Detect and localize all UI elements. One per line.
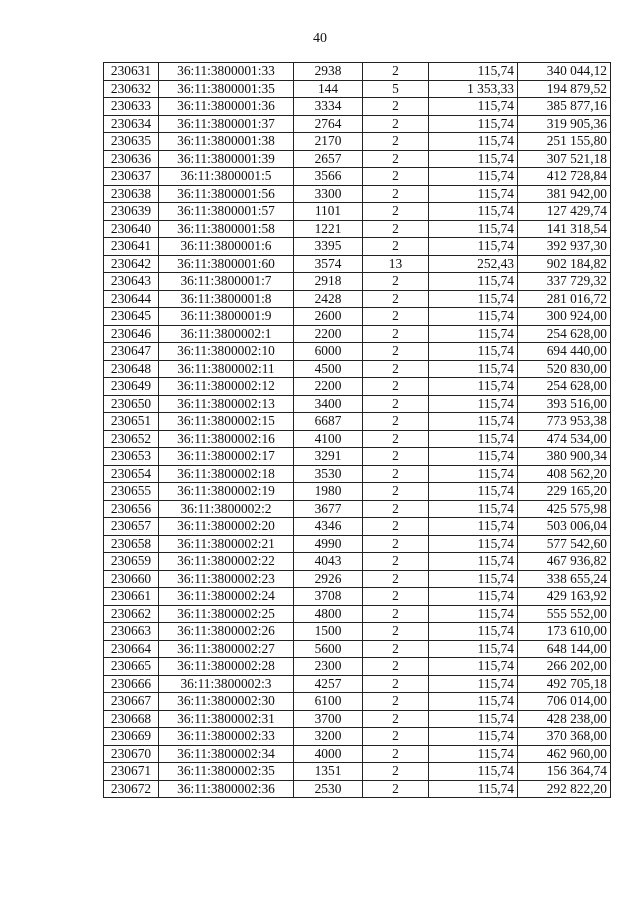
table-row bbox=[104, 430, 611, 448]
area-cell: 2926 bbox=[294, 570, 363, 588]
cadastral-number-cell: 36:11:3800001:60 bbox=[159, 255, 294, 273]
group-cell: 2 bbox=[363, 640, 429, 658]
cadastral-number-cell: 36:11:3800001:6 bbox=[159, 238, 294, 256]
group-cell: 2 bbox=[363, 413, 429, 431]
cadastral-value-cell: 706 014,00 bbox=[518, 693, 611, 711]
row-number-cell: 230668 bbox=[104, 710, 159, 728]
specific-value-cell: 115,74 bbox=[429, 640, 518, 658]
table-row bbox=[104, 360, 611, 378]
table-row bbox=[104, 763, 611, 781]
group-cell: 2 bbox=[363, 763, 429, 781]
area-cell: 3291 bbox=[294, 448, 363, 466]
table-body bbox=[104, 63, 611, 798]
row-number-cell: 230657 bbox=[104, 518, 159, 536]
cadastral-number-cell: 36:11:3800002:3 bbox=[159, 675, 294, 693]
specific-value-cell: 115,74 bbox=[429, 168, 518, 186]
row-number-cell: 230635 bbox=[104, 133, 159, 151]
specific-value-cell: 115,74 bbox=[429, 535, 518, 553]
specific-value-cell: 115,74 bbox=[429, 570, 518, 588]
group-cell: 2 bbox=[363, 675, 429, 693]
cadastral-value-cell: 773 953,38 bbox=[518, 413, 611, 431]
table-row bbox=[104, 728, 611, 746]
area-cell: 3700 bbox=[294, 710, 363, 728]
row-number-cell: 230664 bbox=[104, 640, 159, 658]
cadastral-number-cell: 36:11:3800002:35 bbox=[159, 763, 294, 781]
specific-value-cell: 115,74 bbox=[429, 413, 518, 431]
table-row bbox=[104, 395, 611, 413]
cadastral-value-cell: 127 429,74 bbox=[518, 203, 611, 221]
cadastral-value-cell: 173 610,00 bbox=[518, 623, 611, 641]
cadastral-number-cell: 36:11:3800002:20 bbox=[159, 518, 294, 536]
cadastral-value-cell: 474 534,00 bbox=[518, 430, 611, 448]
group-cell: 2 bbox=[363, 588, 429, 606]
group-cell: 2 bbox=[363, 150, 429, 168]
area-cell: 6687 bbox=[294, 413, 363, 431]
row-number-cell: 230672 bbox=[104, 780, 159, 798]
row-number-cell: 230662 bbox=[104, 605, 159, 623]
cadastral-number-cell: 36:11:3800002:15 bbox=[159, 413, 294, 431]
cadastral-number-cell: 36:11:3800002:27 bbox=[159, 640, 294, 658]
cadastral-value-cell: 156 364,74 bbox=[518, 763, 611, 781]
specific-value-cell: 115,74 bbox=[429, 133, 518, 151]
area-cell: 4990 bbox=[294, 535, 363, 553]
table-row bbox=[104, 115, 611, 133]
row-number-cell: 230631 bbox=[104, 63, 159, 81]
cadastral-number-cell: 36:11:3800001:33 bbox=[159, 63, 294, 81]
specific-value-cell: 115,74 bbox=[429, 728, 518, 746]
cadastral-number-cell: 36:11:3800001:9 bbox=[159, 308, 294, 326]
cadastral-value-cell: 251 155,80 bbox=[518, 133, 611, 151]
row-number-cell: 230670 bbox=[104, 745, 159, 763]
cadastral-number-cell: 36:11:3800001:57 bbox=[159, 203, 294, 221]
cadastral-number-cell: 36:11:3800002:33 bbox=[159, 728, 294, 746]
group-cell: 2 bbox=[363, 658, 429, 676]
cadastral-number-cell: 36:11:3800002:21 bbox=[159, 535, 294, 553]
table-row bbox=[104, 308, 611, 326]
area-cell: 2764 bbox=[294, 115, 363, 133]
cadastral-number-cell: 36:11:3800002:2 bbox=[159, 500, 294, 518]
row-number-cell: 230652 bbox=[104, 430, 159, 448]
cadastral-value-cell: 292 822,20 bbox=[518, 780, 611, 798]
cadastral-number-cell: 36:11:3800002:12 bbox=[159, 378, 294, 396]
group-cell: 2 bbox=[363, 745, 429, 763]
table-row bbox=[104, 273, 611, 291]
area-cell: 1351 bbox=[294, 763, 363, 781]
specific-value-cell: 115,74 bbox=[429, 185, 518, 203]
specific-value-cell: 115,74 bbox=[429, 290, 518, 308]
table-row bbox=[104, 588, 611, 606]
specific-value-cell: 115,74 bbox=[429, 395, 518, 413]
cadastral-value-cell: 393 516,00 bbox=[518, 395, 611, 413]
specific-value-cell: 115,74 bbox=[429, 448, 518, 466]
table-row bbox=[104, 150, 611, 168]
area-cell: 3566 bbox=[294, 168, 363, 186]
area-cell: 2600 bbox=[294, 308, 363, 326]
specific-value-cell: 115,74 bbox=[429, 553, 518, 571]
cadastral-value-cell: 425 575,98 bbox=[518, 500, 611, 518]
row-number-cell: 230646 bbox=[104, 325, 159, 343]
specific-value-cell: 115,74 bbox=[429, 63, 518, 81]
cadastral-value-cell: 503 006,04 bbox=[518, 518, 611, 536]
cadastral-number-cell: 36:11:3800002:24 bbox=[159, 588, 294, 606]
table-row bbox=[104, 80, 611, 98]
group-cell: 2 bbox=[363, 378, 429, 396]
row-number-cell: 230654 bbox=[104, 465, 159, 483]
area-cell: 2938 bbox=[294, 63, 363, 81]
row-number-cell: 230658 bbox=[104, 535, 159, 553]
area-cell: 3708 bbox=[294, 588, 363, 606]
group-cell: 2 bbox=[363, 308, 429, 326]
area-cell: 3334 bbox=[294, 98, 363, 116]
cadastral-value-cell: 428 238,00 bbox=[518, 710, 611, 728]
cadastral-number-cell: 36:11:3800002:36 bbox=[159, 780, 294, 798]
cadastral-value-cell: 380 900,34 bbox=[518, 448, 611, 466]
area-cell: 1980 bbox=[294, 483, 363, 501]
row-number-cell: 230632 bbox=[104, 80, 159, 98]
row-number-cell: 230660 bbox=[104, 570, 159, 588]
area-cell: 2918 bbox=[294, 273, 363, 291]
specific-value-cell: 115,74 bbox=[429, 360, 518, 378]
table-row bbox=[104, 745, 611, 763]
row-number-cell: 230636 bbox=[104, 150, 159, 168]
cadastral-value-cell: 337 729,32 bbox=[518, 273, 611, 291]
cadastral-value-cell: 694 440,00 bbox=[518, 343, 611, 361]
table-row bbox=[104, 203, 611, 221]
table-row bbox=[104, 500, 611, 518]
group-cell: 2 bbox=[363, 500, 429, 518]
group-cell: 2 bbox=[363, 483, 429, 501]
area-cell: 5600 bbox=[294, 640, 363, 658]
cadastral-number-cell: 36:11:3800001:38 bbox=[159, 133, 294, 151]
specific-value-cell: 115,74 bbox=[429, 675, 518, 693]
specific-value-cell: 115,74 bbox=[429, 745, 518, 763]
area-cell: 1101 bbox=[294, 203, 363, 221]
row-number-cell: 230655 bbox=[104, 483, 159, 501]
cadastral-number-cell: 36:11:3800002:30 bbox=[159, 693, 294, 711]
cadastral-number-cell: 36:11:3800001:56 bbox=[159, 185, 294, 203]
group-cell: 5 bbox=[363, 80, 429, 98]
specific-value-cell: 115,74 bbox=[429, 273, 518, 291]
cadastral-value-cell: 577 542,60 bbox=[518, 535, 611, 553]
area-cell: 144 bbox=[294, 80, 363, 98]
group-cell: 2 bbox=[363, 115, 429, 133]
cadastral-value-cell: 412 728,84 bbox=[518, 168, 611, 186]
specific-value-cell: 115,74 bbox=[429, 203, 518, 221]
area-cell: 2170 bbox=[294, 133, 363, 151]
row-number-cell: 230641 bbox=[104, 238, 159, 256]
row-number-cell: 230669 bbox=[104, 728, 159, 746]
table-row bbox=[104, 780, 611, 798]
cadastral-value-cell: 392 937,30 bbox=[518, 238, 611, 256]
specific-value-cell: 115,74 bbox=[429, 518, 518, 536]
specific-value-cell: 252,43 bbox=[429, 255, 518, 273]
table-row bbox=[104, 168, 611, 186]
cadastral-number-cell: 36:11:3800002:31 bbox=[159, 710, 294, 728]
group-cell: 2 bbox=[363, 553, 429, 571]
cadastral-number-cell: 36:11:3800001:36 bbox=[159, 98, 294, 116]
table-row bbox=[104, 185, 611, 203]
row-number-cell: 230661 bbox=[104, 588, 159, 606]
cadastral-number-cell: 36:11:3800001:39 bbox=[159, 150, 294, 168]
group-cell: 2 bbox=[363, 238, 429, 256]
area-cell: 4000 bbox=[294, 745, 363, 763]
specific-value-cell: 115,74 bbox=[429, 308, 518, 326]
cadastral-value-cell: 254 628,00 bbox=[518, 325, 611, 343]
cadastral-number-cell: 36:11:3800002:18 bbox=[159, 465, 294, 483]
group-cell: 2 bbox=[363, 710, 429, 728]
cadastral-value-cell: 520 830,00 bbox=[518, 360, 611, 378]
row-number-cell: 230653 bbox=[104, 448, 159, 466]
cadastral-value-cell: 902 184,82 bbox=[518, 255, 611, 273]
table-row bbox=[104, 133, 611, 151]
area-cell: 4257 bbox=[294, 675, 363, 693]
area-cell: 4346 bbox=[294, 518, 363, 536]
row-number-cell: 230647 bbox=[104, 343, 159, 361]
group-cell: 2 bbox=[363, 220, 429, 238]
table-row bbox=[104, 325, 611, 343]
group-cell: 2 bbox=[363, 98, 429, 116]
area-cell: 2530 bbox=[294, 780, 363, 798]
row-number-cell: 230648 bbox=[104, 360, 159, 378]
specific-value-cell: 115,74 bbox=[429, 605, 518, 623]
group-cell: 2 bbox=[363, 535, 429, 553]
cadastral-value-cell: 462 960,00 bbox=[518, 745, 611, 763]
cadastral-number-cell: 36:11:3800002:26 bbox=[159, 623, 294, 641]
group-cell: 2 bbox=[363, 168, 429, 186]
area-cell: 1221 bbox=[294, 220, 363, 238]
area-cell: 2428 bbox=[294, 290, 363, 308]
row-number-cell: 230645 bbox=[104, 308, 159, 326]
specific-value-cell: 115,74 bbox=[429, 98, 518, 116]
table-row bbox=[104, 465, 611, 483]
group-cell: 2 bbox=[363, 360, 429, 378]
group-cell: 2 bbox=[363, 465, 429, 483]
table-row bbox=[104, 98, 611, 116]
table-row bbox=[104, 378, 611, 396]
area-cell: 3400 bbox=[294, 395, 363, 413]
group-cell: 2 bbox=[363, 780, 429, 798]
row-number-cell: 230650 bbox=[104, 395, 159, 413]
area-cell: 3574 bbox=[294, 255, 363, 273]
specific-value-cell: 115,74 bbox=[429, 588, 518, 606]
specific-value-cell: 115,74 bbox=[429, 658, 518, 676]
specific-value-cell: 115,74 bbox=[429, 325, 518, 343]
cadastral-value-cell: 381 942,00 bbox=[518, 185, 611, 203]
table-row bbox=[104, 710, 611, 728]
row-number-cell: 230649 bbox=[104, 378, 159, 396]
group-cell: 2 bbox=[363, 430, 429, 448]
cadastral-value-cell: 229 165,20 bbox=[518, 483, 611, 501]
table-row bbox=[104, 535, 611, 553]
group-cell: 2 bbox=[363, 693, 429, 711]
row-number-cell: 230644 bbox=[104, 290, 159, 308]
table-row bbox=[104, 675, 611, 693]
table-row bbox=[104, 255, 611, 273]
cadastral-number-cell: 36:11:3800002:11 bbox=[159, 360, 294, 378]
group-cell: 13 bbox=[363, 255, 429, 273]
area-cell: 2300 bbox=[294, 658, 363, 676]
group-cell: 2 bbox=[363, 325, 429, 343]
cadastral-value-cell: 254 628,00 bbox=[518, 378, 611, 396]
group-cell: 2 bbox=[363, 570, 429, 588]
cadastral-value-cell: 141 318,54 bbox=[518, 220, 611, 238]
cadastral-value-cell: 555 552,00 bbox=[518, 605, 611, 623]
cadastral-number-cell: 36:11:3800002:16 bbox=[159, 430, 294, 448]
area-cell: 3395 bbox=[294, 238, 363, 256]
area-cell: 6100 bbox=[294, 693, 363, 711]
cadastral-number-cell: 36:11:3800002:10 bbox=[159, 343, 294, 361]
specific-value-cell: 115,74 bbox=[429, 150, 518, 168]
row-number-cell: 230639 bbox=[104, 203, 159, 221]
cadastral-value-cell: 307 521,18 bbox=[518, 150, 611, 168]
area-cell: 6000 bbox=[294, 343, 363, 361]
cadastral-number-cell: 36:11:3800001:35 bbox=[159, 80, 294, 98]
cadastral-value-table bbox=[103, 62, 611, 798]
cadastral-number-cell: 36:11:3800002:28 bbox=[159, 658, 294, 676]
cadastral-number-cell: 36:11:3800001:8 bbox=[159, 290, 294, 308]
area-cell: 4800 bbox=[294, 605, 363, 623]
specific-value-cell: 1 353,33 bbox=[429, 80, 518, 98]
specific-value-cell: 115,74 bbox=[429, 500, 518, 518]
group-cell: 2 bbox=[363, 448, 429, 466]
row-number-cell: 230656 bbox=[104, 500, 159, 518]
table-row bbox=[104, 658, 611, 676]
table-row bbox=[104, 238, 611, 256]
area-cell: 2200 bbox=[294, 325, 363, 343]
row-number-cell: 230659 bbox=[104, 553, 159, 571]
cadastral-number-cell: 36:11:3800002:25 bbox=[159, 605, 294, 623]
table-row bbox=[104, 63, 611, 81]
area-cell: 4500 bbox=[294, 360, 363, 378]
cadastral-value-cell: 300 924,00 bbox=[518, 308, 611, 326]
area-cell: 3677 bbox=[294, 500, 363, 518]
group-cell: 2 bbox=[363, 203, 429, 221]
cadastral-number-cell: 36:11:3800002:19 bbox=[159, 483, 294, 501]
row-number-cell: 230665 bbox=[104, 658, 159, 676]
table-row bbox=[104, 640, 611, 658]
group-cell: 2 bbox=[363, 395, 429, 413]
cadastral-value-cell: 338 655,24 bbox=[518, 570, 611, 588]
cadastral-number-cell: 36:11:3800002:22 bbox=[159, 553, 294, 571]
specific-value-cell: 115,74 bbox=[429, 430, 518, 448]
page-number: 40 bbox=[313, 31, 327, 46]
group-cell: 2 bbox=[363, 518, 429, 536]
cadastral-value-cell: 340 044,12 bbox=[518, 63, 611, 81]
area-cell: 1500 bbox=[294, 623, 363, 641]
cadastral-number-cell: 36:11:3800002:34 bbox=[159, 745, 294, 763]
row-number-cell: 230663 bbox=[104, 623, 159, 641]
table-row bbox=[104, 623, 611, 641]
group-cell: 2 bbox=[363, 185, 429, 203]
table-row bbox=[104, 570, 611, 588]
row-number-cell: 230671 bbox=[104, 763, 159, 781]
specific-value-cell: 115,74 bbox=[429, 623, 518, 641]
area-cell: 4043 bbox=[294, 553, 363, 571]
cadastral-value-cell: 648 144,00 bbox=[518, 640, 611, 658]
table-row bbox=[104, 693, 611, 711]
group-cell: 2 bbox=[363, 290, 429, 308]
cadastral-number-cell: 36:11:3800002:1 bbox=[159, 325, 294, 343]
specific-value-cell: 115,74 bbox=[429, 465, 518, 483]
cadastral-value-cell: 385 877,16 bbox=[518, 98, 611, 116]
cadastral-value-cell: 429 163,92 bbox=[518, 588, 611, 606]
table-row bbox=[104, 483, 611, 501]
row-number-cell: 230638 bbox=[104, 185, 159, 203]
table-row bbox=[104, 290, 611, 308]
group-cell: 2 bbox=[363, 63, 429, 81]
cadastral-number-cell: 36:11:3800002:17 bbox=[159, 448, 294, 466]
specific-value-cell: 115,74 bbox=[429, 343, 518, 361]
table-row bbox=[104, 343, 611, 361]
specific-value-cell: 115,74 bbox=[429, 693, 518, 711]
area-cell: 3300 bbox=[294, 185, 363, 203]
area-cell: 4100 bbox=[294, 430, 363, 448]
row-number-cell: 230640 bbox=[104, 220, 159, 238]
cadastral-value-cell: 370 368,00 bbox=[518, 728, 611, 746]
area-cell: 2200 bbox=[294, 378, 363, 396]
table-row bbox=[104, 605, 611, 623]
cadastral-value-cell: 467 936,82 bbox=[518, 553, 611, 571]
row-number-cell: 230651 bbox=[104, 413, 159, 431]
table-row bbox=[104, 518, 611, 536]
specific-value-cell: 115,74 bbox=[429, 483, 518, 501]
cadastral-value-cell: 194 879,52 bbox=[518, 80, 611, 98]
area-cell: 3200 bbox=[294, 728, 363, 746]
group-cell: 2 bbox=[363, 343, 429, 361]
group-cell: 2 bbox=[363, 273, 429, 291]
area-cell: 2657 bbox=[294, 150, 363, 168]
table-row bbox=[104, 448, 611, 466]
row-number-cell: 230667 bbox=[104, 693, 159, 711]
specific-value-cell: 115,74 bbox=[429, 710, 518, 728]
cadastral-number-cell: 36:11:3800001:5 bbox=[159, 168, 294, 186]
row-number-cell: 230633 bbox=[104, 98, 159, 116]
cadastral-value-cell: 281 016,72 bbox=[518, 290, 611, 308]
cadastral-number-cell: 36:11:3800001:58 bbox=[159, 220, 294, 238]
specific-value-cell: 115,74 bbox=[429, 220, 518, 238]
row-number-cell: 230634 bbox=[104, 115, 159, 133]
cadastral-value-cell: 319 905,36 bbox=[518, 115, 611, 133]
group-cell: 2 bbox=[363, 605, 429, 623]
row-number-cell: 230642 bbox=[104, 255, 159, 273]
cadastral-number-cell: 36:11:3800002:13 bbox=[159, 395, 294, 413]
cadastral-number-cell: 36:11:3800001:7 bbox=[159, 273, 294, 291]
cadastral-number-cell: 36:11:3800002:23 bbox=[159, 570, 294, 588]
cadastral-number-cell: 36:11:3800001:37 bbox=[159, 115, 294, 133]
table-row bbox=[104, 553, 611, 571]
specific-value-cell: 115,74 bbox=[429, 238, 518, 256]
specific-value-cell: 115,74 bbox=[429, 378, 518, 396]
row-number-cell: 230637 bbox=[104, 168, 159, 186]
cadastral-value-cell: 408 562,20 bbox=[518, 465, 611, 483]
specific-value-cell: 115,74 bbox=[429, 115, 518, 133]
cadastral-value-cell: 266 202,00 bbox=[518, 658, 611, 676]
table-row bbox=[104, 413, 611, 431]
cadastral-value-cell: 492 705,18 bbox=[518, 675, 611, 693]
group-cell: 2 bbox=[363, 623, 429, 641]
table-row bbox=[104, 220, 611, 238]
area-cell: 3530 bbox=[294, 465, 363, 483]
specific-value-cell: 115,74 bbox=[429, 763, 518, 781]
row-number-cell: 230643 bbox=[104, 273, 159, 291]
row-number-cell: 230666 bbox=[104, 675, 159, 693]
specific-value-cell: 115,74 bbox=[429, 780, 518, 798]
group-cell: 2 bbox=[363, 133, 429, 151]
group-cell: 2 bbox=[363, 728, 429, 746]
